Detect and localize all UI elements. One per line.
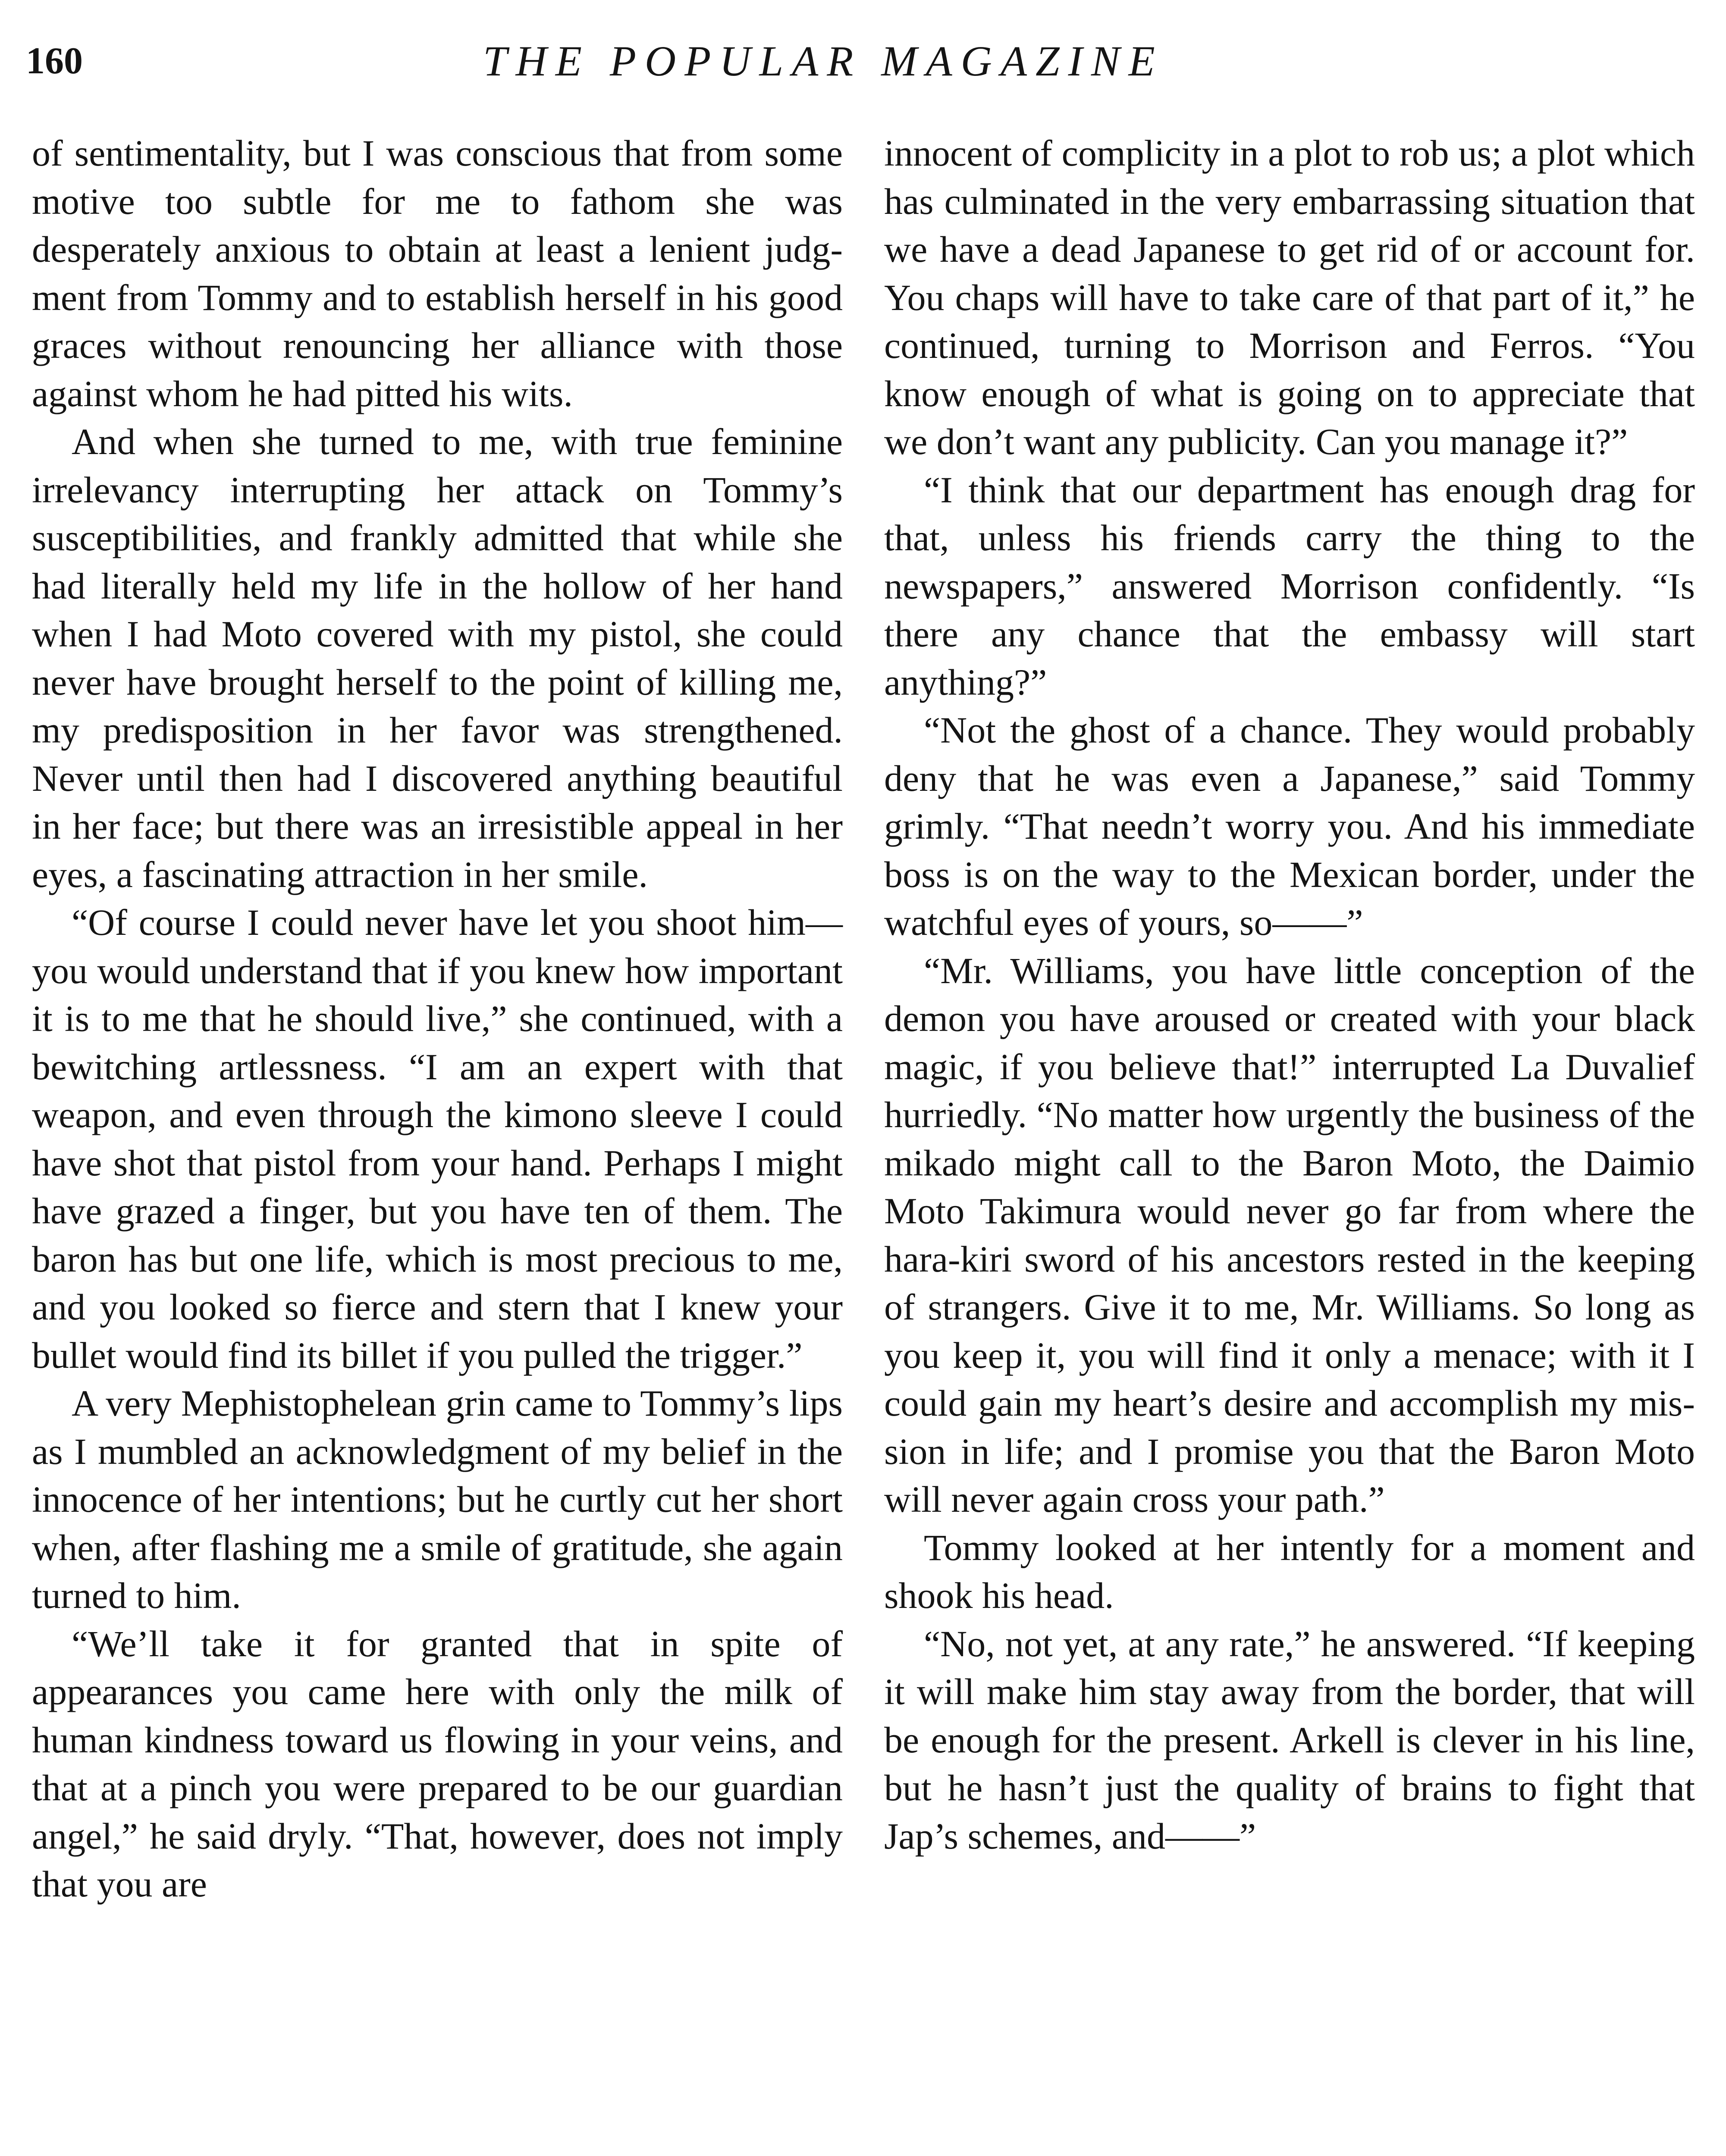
page-number: 160 <box>26 40 83 82</box>
paragraph: And when she turned to me, with true feminine irrelevancy interrupting her attack on Tommy’s susceptibilities, and frankly admitted that while she had literally held my life in the hollow of her hand when I had Moto covered with my pistol, she could never have brought herself to the point of killing me, my predisposition in her favor was strengthened. Never until then had I discovered anything beautiful in her face; but there was an irresistible appeal in her eyes, a fascinating attraction in her smile. <box>32 421 843 895</box>
paragraph: of sentimentality, but I was conscious that from some motive too subtle for me to fathom she was desperately anxious to obtain at least a lenient judgment from Tommy and to establish herself in his good graces without renouncing her alliance with those against whom he had pitted his wits. <box>32 132 843 414</box>
paragraph: “We’ll take it for granted that in spite of appearances you came here with only the milk of human kindness toward us flowing in your veins, and that at a pinch you were prepared to be our guardian angel,” he said dryly. “That, however, does not imply that you are <box>32 1623 843 1905</box>
right-column <box>884 129 1695 1860</box>
page-header <box>0 0 1726 103</box>
paragraph: “I think that our department has enough drag for that, unless his friends carry the thing to the newspapers,” answered Morrison confidently. “Is there any chance that the embassy will start anything?” <box>884 469 1695 703</box>
paragraph: Tommy looked at her intently for a moment and shook his head. <box>884 1526 1695 1616</box>
paragraph: “No, not yet, at any rate,” he answered. “If keeping it will make him stay away from the border, that will be enough for the present. Arkell is clever in his line, but he hasn’t just the quality of brains to fight that Jap’s schemes, and——” <box>884 1623 1695 1857</box>
paragraph: “Not the ghost of a chance. They would probably deny that he was even a Japanese,” said Tommy grimly. “That needn’t worry you. And his immediate boss is on the way to the Mexican border, under the watchful eyes of yours, so——” <box>884 709 1695 943</box>
left-column <box>32 129 843 1908</box>
running-title: THE POPULAR MAGAZINE <box>483 37 1164 85</box>
paragraph: A very Mephistophelean grin came to Tommy’s lips as I mumbled an acknowledgment of my belief in the innocence of her intentions; but he curtly cut her short when, after flashing me a smile of gratitude, she again turned to him. <box>32 1382 843 1616</box>
paragraph: innocent of complicity in a plot to rob us; a plot which has culminated in the very embarrassing situation that we have a dead Japanese to get rid of or account for. You chaps will have to take care of that part of it,” he continued, turning to Morrison and Ferros. “You know enough of what is going on to appreciate that we don’t want any publicity. Can you manage it?” <box>884 132 1695 462</box>
paragraph: “Of course I could never have let you shoot him—you would understand that if you knew how important it is to me that he should live,” she continued, with a bewitching artlessness. “I am an expert with that weapon, and even through the kimono sleeve I could have shot that pistol from your hand. Perhaps I might have grazed a finger, but you have ten of them. The baron has but one life, which is most precious to me, and you looked so fierce and stern that I knew your bullet would find its billet if you pulled the trigger.” <box>32 902 843 1376</box>
paragraph: “Mr. Williams, you have little conception of the demon you have aroused or created with your black magic, if you believe that!” interrupted La Duvalief hurriedly. “No matter how urgently the business of the mikado might call to the Baron Moto, the Daimio Moto Takimura would never go far from where the hara-kiri sword of his ancestors rested in the keeping of strangers. Give it to me, Mr. Williams. So long as you keep it, you will find it only a menace; with it I could gain my heart’s desire and accomplish my mission in life; and I promise you that the Baron Moto will never again cross your path.” <box>884 950 1695 1520</box>
